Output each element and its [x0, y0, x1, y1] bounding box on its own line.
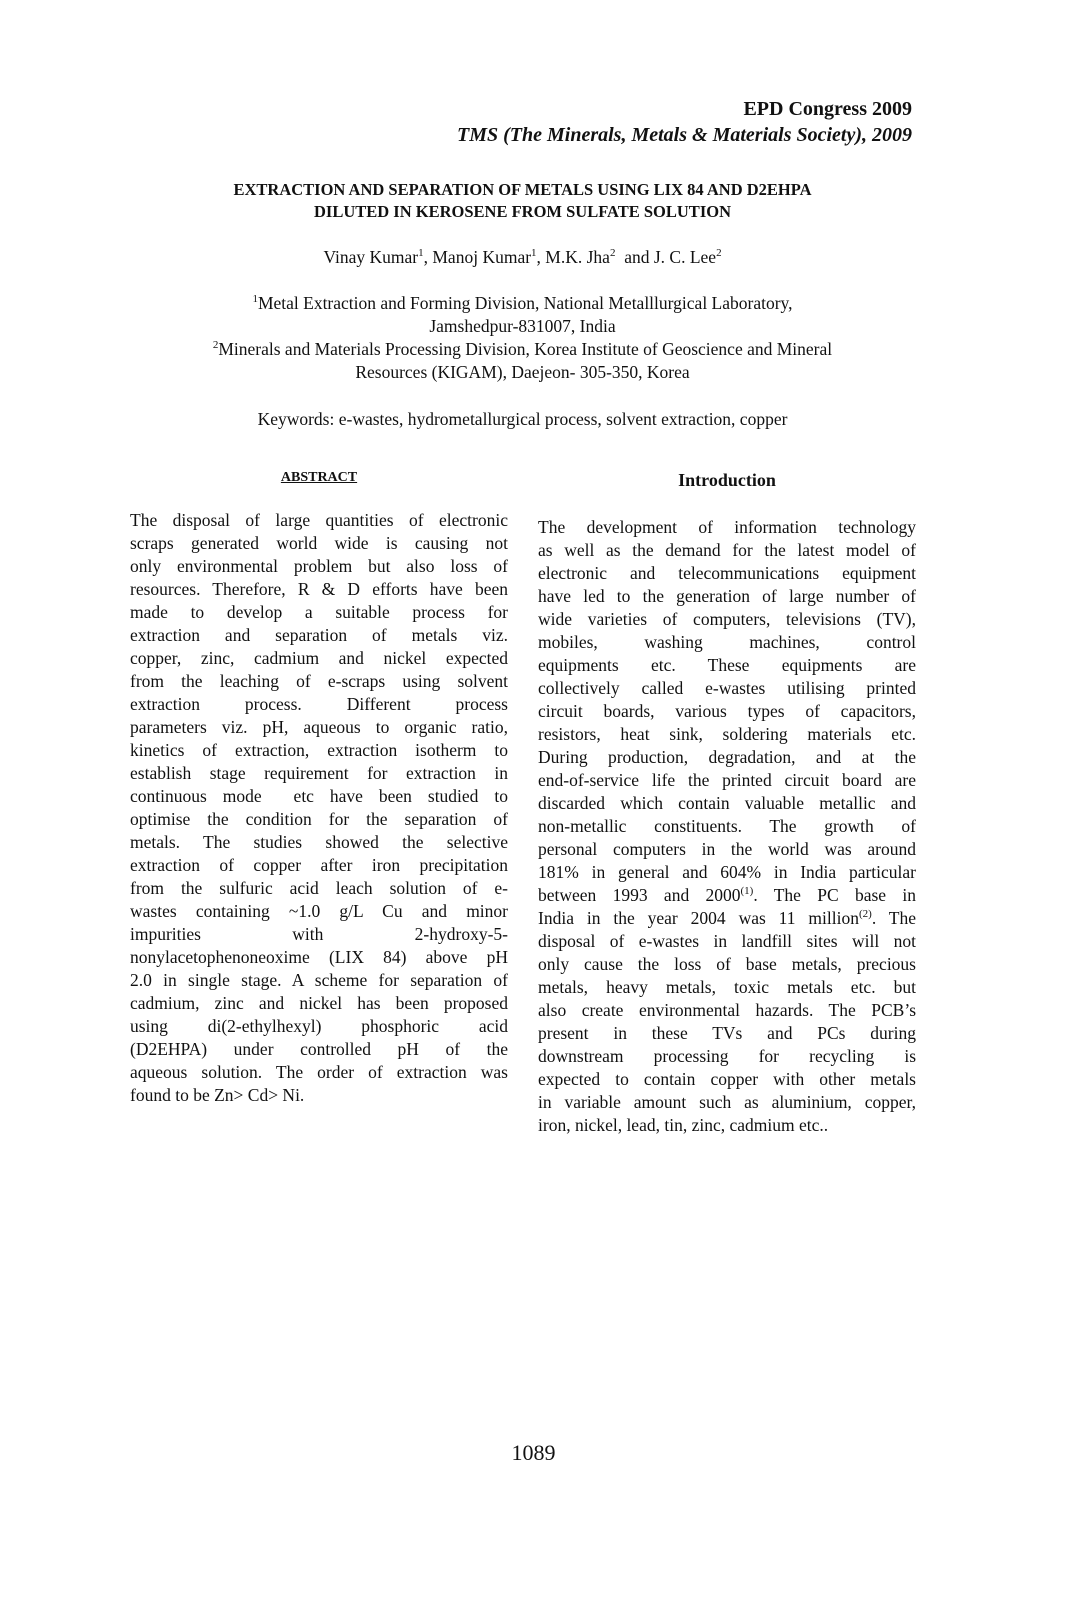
abstract-line: using di(2-ethylhexyl) phosphoric acid: [130, 1016, 508, 1036]
author-affiliation-mark: 2: [716, 247, 722, 260]
abstract-line: from the leaching of e-scraps using solvent: [130, 671, 508, 691]
abstract-line: extraction of copper after iron precipitation: [130, 855, 508, 875]
affiliation-mark: 2: [212, 339, 219, 352]
abstract-line: (D2EHPA) under controlled pH of the: [130, 1039, 508, 1059]
abstract-line: impurities with 2-hydroxy-5-: [130, 924, 508, 944]
introduction-text: . The: [871, 908, 916, 928]
introduction-line: 181% in general and 604% in India particular: [538, 862, 916, 882]
abstract-line: continuous mode etc have been studied to: [130, 786, 508, 806]
paper-title: [130, 179, 915, 223]
introduction-line: present in these TVs and PCs during: [538, 1023, 916, 1043]
abstract-line: found to be Zn> Cd> Ni.: [130, 1085, 305, 1105]
abstract-line: establish stage requirement for extraction in: [130, 763, 508, 783]
introduction-text: . The PC base in: [753, 885, 916, 905]
affiliation-mark: 1: [252, 293, 258, 306]
author-name: and J. C. Lee: [615, 247, 717, 267]
introduction-line: wide varieties of computers, televisions (TV),: [538, 609, 916, 629]
abstract-line: from the sulfuric acid leach solution of e-: [130, 878, 508, 898]
affiliation-1-line-1: [130, 292, 915, 315]
introduction-text: India in the year 2004 was 11 million: [538, 908, 859, 928]
introduction-line: disposal of e-wastes in landfill sites will not: [538, 931, 916, 951]
author-name: Vinay Kumar: [323, 247, 419, 267]
introduction-line: During production, degradation, and at the: [538, 747, 916, 767]
abstract-body: [130, 509, 508, 1107]
introduction-line: also create environmental hazards. The PCB’s: [538, 1000, 916, 1020]
introduction-line: have led to the generation of large number of: [538, 586, 916, 606]
abstract-line: 2.0 in single stage. A scheme for separation of: [130, 970, 508, 990]
abstract-heading: ABSTRACT: [280, 470, 358, 485]
abstract-line: parameters viz. pH, aqueous to organic ratio,: [130, 717, 508, 737]
introduction-text: between 1993 and 2000: [538, 885, 741, 905]
introduction-line: end-of-service life the printed circuit board are: [538, 770, 916, 790]
introduction-line-citation-2: [538, 907, 916, 930]
author-list: [130, 246, 915, 268]
abstract-line: made to develop a suitable process for: [130, 602, 508, 622]
affiliation-2-line-2: Resources (KIGAM), Daejeon- 305-350, Korea: [355, 362, 690, 382]
abstract-line: optimise the condition for the separation of: [130, 809, 508, 829]
introduction-line: mobiles, washing machines, control: [538, 632, 916, 652]
introduction-line: equipments etc. These equipments are: [538, 655, 916, 675]
affiliation-text: Metal Extraction and Forming Division, National Metalllurgical Laboratory,: [257, 293, 793, 313]
affiliation-1-line-2: Jamshedpur-831007, India: [429, 316, 616, 336]
affiliations: [130, 292, 915, 384]
citation-mark: (2): [859, 908, 872, 921]
conference-header: [457, 96, 912, 148]
introduction-line: only cause the loss of base metals, precious: [538, 954, 916, 974]
introduction-line: iron, nickel, lead, tin, zinc, cadmium etc..: [538, 1115, 829, 1135]
abstract-line: extraction process. Different process: [130, 694, 508, 714]
introduction-line: non-metallic constituents. The growth of: [538, 816, 916, 836]
author-name: , M.K. Jha: [536, 247, 610, 267]
abstract-line: copper, zinc, cadmium and nickel expected: [130, 648, 508, 668]
introduction-line: as well as the demand for the latest model of: [538, 540, 916, 560]
abstract-line: kinetics of extraction, extraction isotherm to: [130, 740, 508, 760]
affiliation-text: Minerals and Materials Processing Division, Korea Institute of Geoscience and Mineral: [218, 339, 833, 359]
introduction-line: personal computers in the world was around: [538, 839, 916, 859]
abstract-line: scraps generated world wide is causing not: [130, 533, 508, 553]
introduction-line: The development of information technology: [538, 517, 916, 537]
abstract-line: only environmental problem but also loss of: [130, 556, 508, 576]
society-name: TMS (The Minerals, Metals & Materials Society), 2009: [457, 124, 912, 146]
introduction-line: metals, heavy metals, toxic metals etc. but: [538, 977, 916, 997]
abstract-line: nonylacetophenoneoxime (LIX 84) above pH: [130, 947, 508, 967]
introduction-heading: Introduction: [678, 470, 776, 490]
author-affiliation-mark: 2: [609, 247, 616, 260]
affiliation-2-line-1: [130, 338, 915, 361]
introduction-line: collectively called e-wastes utilising printed: [538, 678, 916, 698]
introduction-line: in variable amount such as aluminium, copper,: [538, 1092, 916, 1112]
introduction-line: resistors, heat sink, soldering materials etc.: [538, 724, 916, 744]
abstract-line: The disposal of large quantities of electronic: [130, 510, 508, 530]
abstract-line: cadmium, zinc and nickel has been proposed: [130, 993, 508, 1013]
abstract-line: resources. Therefore, R & D efforts have been: [130, 579, 508, 599]
introduction-line: electronic and telecommunications equipment: [538, 563, 916, 583]
keywords: Keywords: e-wastes, hydrometallurgical process, solvent extraction, copper: [257, 409, 788, 429]
introduction-line: expected to contain copper with other metals: [538, 1069, 916, 1089]
conference-title: EPD Congress 2009: [743, 98, 912, 120]
introduction-line: circuit boards, various types of capacitors,: [538, 701, 916, 721]
introduction-line: downstream processing for recycling is: [538, 1046, 916, 1066]
author-name: , Manoj Kumar: [423, 247, 532, 267]
citation-mark: (1): [740, 885, 754, 898]
abstract-line: aqueous solution. The order of extraction was: [130, 1062, 508, 1082]
author-affiliation-mark: 1: [531, 247, 537, 260]
paper-title-line-2: DILUTED IN KEROSENE FROM SULFATE SOLUTION: [313, 202, 731, 221]
abstract-line: extraction and separation of metals viz.: [130, 625, 508, 645]
abstract-line: metals. The studies showed the selective: [130, 832, 508, 852]
abstract-line: wastes containing ~1.0 g/L Cu and minor: [130, 901, 508, 921]
introduction-line-citation-1: [538, 884, 916, 907]
author-affiliation-mark: 1: [418, 247, 424, 260]
introduction-body: [538, 516, 916, 1137]
page-number: 1089: [511, 1440, 556, 1465]
paper-title-line-1: EXTRACTION AND SEPARATION OF METALS USING LIX 84 AND D2EHPA: [233, 180, 812, 199]
introduction-line: discarded which contain valuable metallic and: [538, 793, 916, 813]
